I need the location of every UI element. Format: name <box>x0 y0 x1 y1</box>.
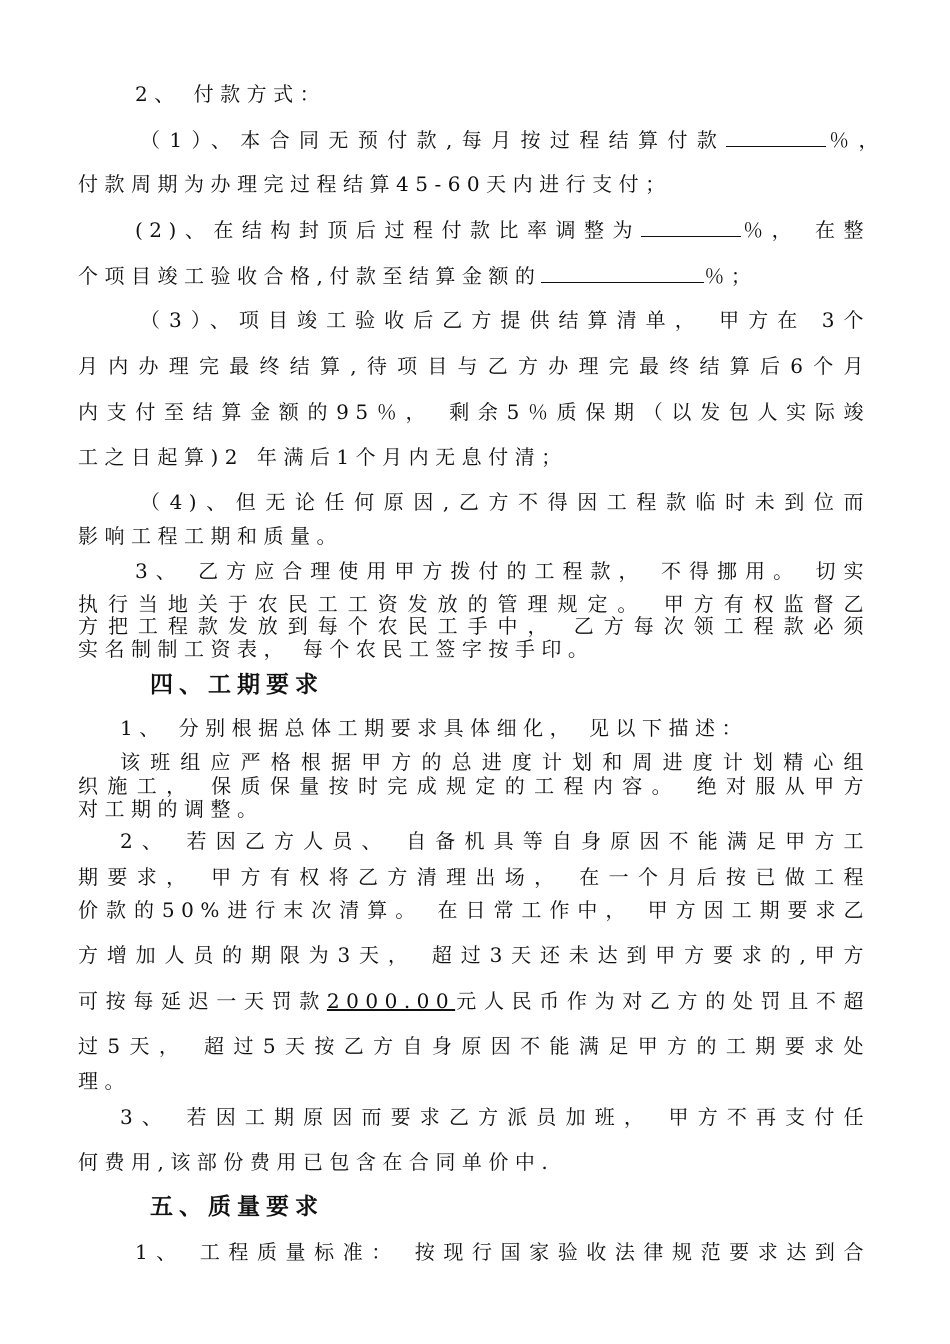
schedule-clause-2-line-3: 价款的50%进行末次清算。 在日常工作中， 甲方因工期要求乙 <box>78 898 870 922</box>
schedule-clause-3-line-2: 何费用,该部份费用已包含在合同单价中. <box>78 1150 555 1174</box>
percent-sign: ％； <box>704 264 758 288</box>
payment-clause-4-line-2: 影响工程工期和质量。 <box>78 524 343 548</box>
schedule-clause-2-line-4: 方增加人员的期限为3天， 超过3天还未达到甲方要求的,甲方 <box>78 943 870 967</box>
penalty-amount: 2000.00 <box>326 989 456 1013</box>
payment-clause-4-line-1: （4)、但无论任何原因,乙方不得因工程款临时未到位而 <box>140 490 870 514</box>
penalty-text-a: 可按每延迟一天罚款 <box>78 989 327 1013</box>
schedule-clause-2-line-5 <box>78 987 870 1015</box>
payment-clause-3-line-2: 月内办理完最终结算,待项目与乙方办理完最终结算后6个月 <box>78 354 870 378</box>
payment-clause-1-text: （1）、本合同无预付款,每月按过程结算付款 <box>140 128 727 152</box>
payment-clause-3-line-1: （3）、项目竣工验收后乙方提供结算清单， 甲方在 3个 <box>140 308 870 332</box>
section-4-heading: 四、工期要求 <box>150 671 324 698</box>
payment-clause-2-line-2 <box>78 260 870 290</box>
payment-clause-1-line-1 <box>140 124 885 154</box>
blank-percentage-field[interactable] <box>726 124 826 147</box>
quality-clause-1-line-1: 1、 工程质量标准： 按现行国家验收法律规范要求达到合 <box>135 1240 870 1264</box>
blank-percentage-field[interactable] <box>541 260 704 283</box>
penalty-text-b: 元人民币作为对乙方的处罚且不超 <box>455 989 871 1013</box>
schedule-clause-2-line-2: 期要求， 甲方有权将乙方清理出场， 在一个月后按已做工程 <box>78 865 870 889</box>
schedule-desc-line-3: 对工期的调整。 <box>78 797 264 821</box>
payment-clause-1-line-2: 付款周期为办理完过程结算45-60天内进行支付； <box>78 172 672 196</box>
schedule-clause-2-line-7: 理。 <box>78 1069 131 1093</box>
clause-3-line-4: 实名制制工资表， 每个农民工签字按手印。 <box>78 637 595 661</box>
payment-clause-2-text: (2)、在结构封顶后过程付款比率调整为 <box>135 218 642 242</box>
payment-clause-3-line-3: 内支付至结算金额的95％， 剩余5％质保期（以发包人实际竣 <box>78 400 870 424</box>
schedule-clause-2-line-6: 过5天， 超过5天按乙方自身原因不能满足甲方的工期要求处 <box>78 1034 870 1058</box>
schedule-desc-line-1: 该班组应严格根据甲方的总进度计划和周进度计划精心组 <box>120 750 870 774</box>
clause-3-line-2: 执行当地关于农民工工资发放的管理规定。 甲方有权监督乙 <box>78 592 870 616</box>
clause-3-line-1: 3、 乙方应合理使用甲方拨付的工程款， 不得挪用。 切实 <box>135 559 870 583</box>
percent-sign: ％， <box>826 128 885 152</box>
payment-method-title: 2、 付款方式： <box>135 82 327 106</box>
payment-clause-2-line-2-text: 个项目竣工验收合格,付款至结算金额的 <box>78 264 542 288</box>
payment-clause-3-line-4: 工之日起算)2 年满后1个月内无息付清； <box>78 445 568 469</box>
clause-3-line-3: 方把工程款发放到每个农民工手中， 乙方每次领工程款必须 <box>78 614 870 638</box>
blank-percentage-field[interactable] <box>641 214 741 237</box>
schedule-desc-line-2: 织施工， 保质保量按时完成规定的工程内容。 绝对服从甲方 <box>78 774 870 798</box>
schedule-clause-3-line-1: 3、 若因工期原因而要求乙方派员加班， 甲方不再支付任 <box>120 1105 870 1129</box>
section-5-heading: 五、质量要求 <box>150 1193 324 1220</box>
schedule-clause-1: 1、 分别根据总体工期要求具体细化， 见以下描述： <box>120 716 748 740</box>
payment-clause-2-text-b: ％， 在整 <box>741 218 870 242</box>
schedule-clause-2-line-1: 2、 若因乙方人员、 自备机具等自身原因不能满足甲方工 <box>120 829 870 853</box>
payment-clause-2-line-1 <box>135 214 870 244</box>
